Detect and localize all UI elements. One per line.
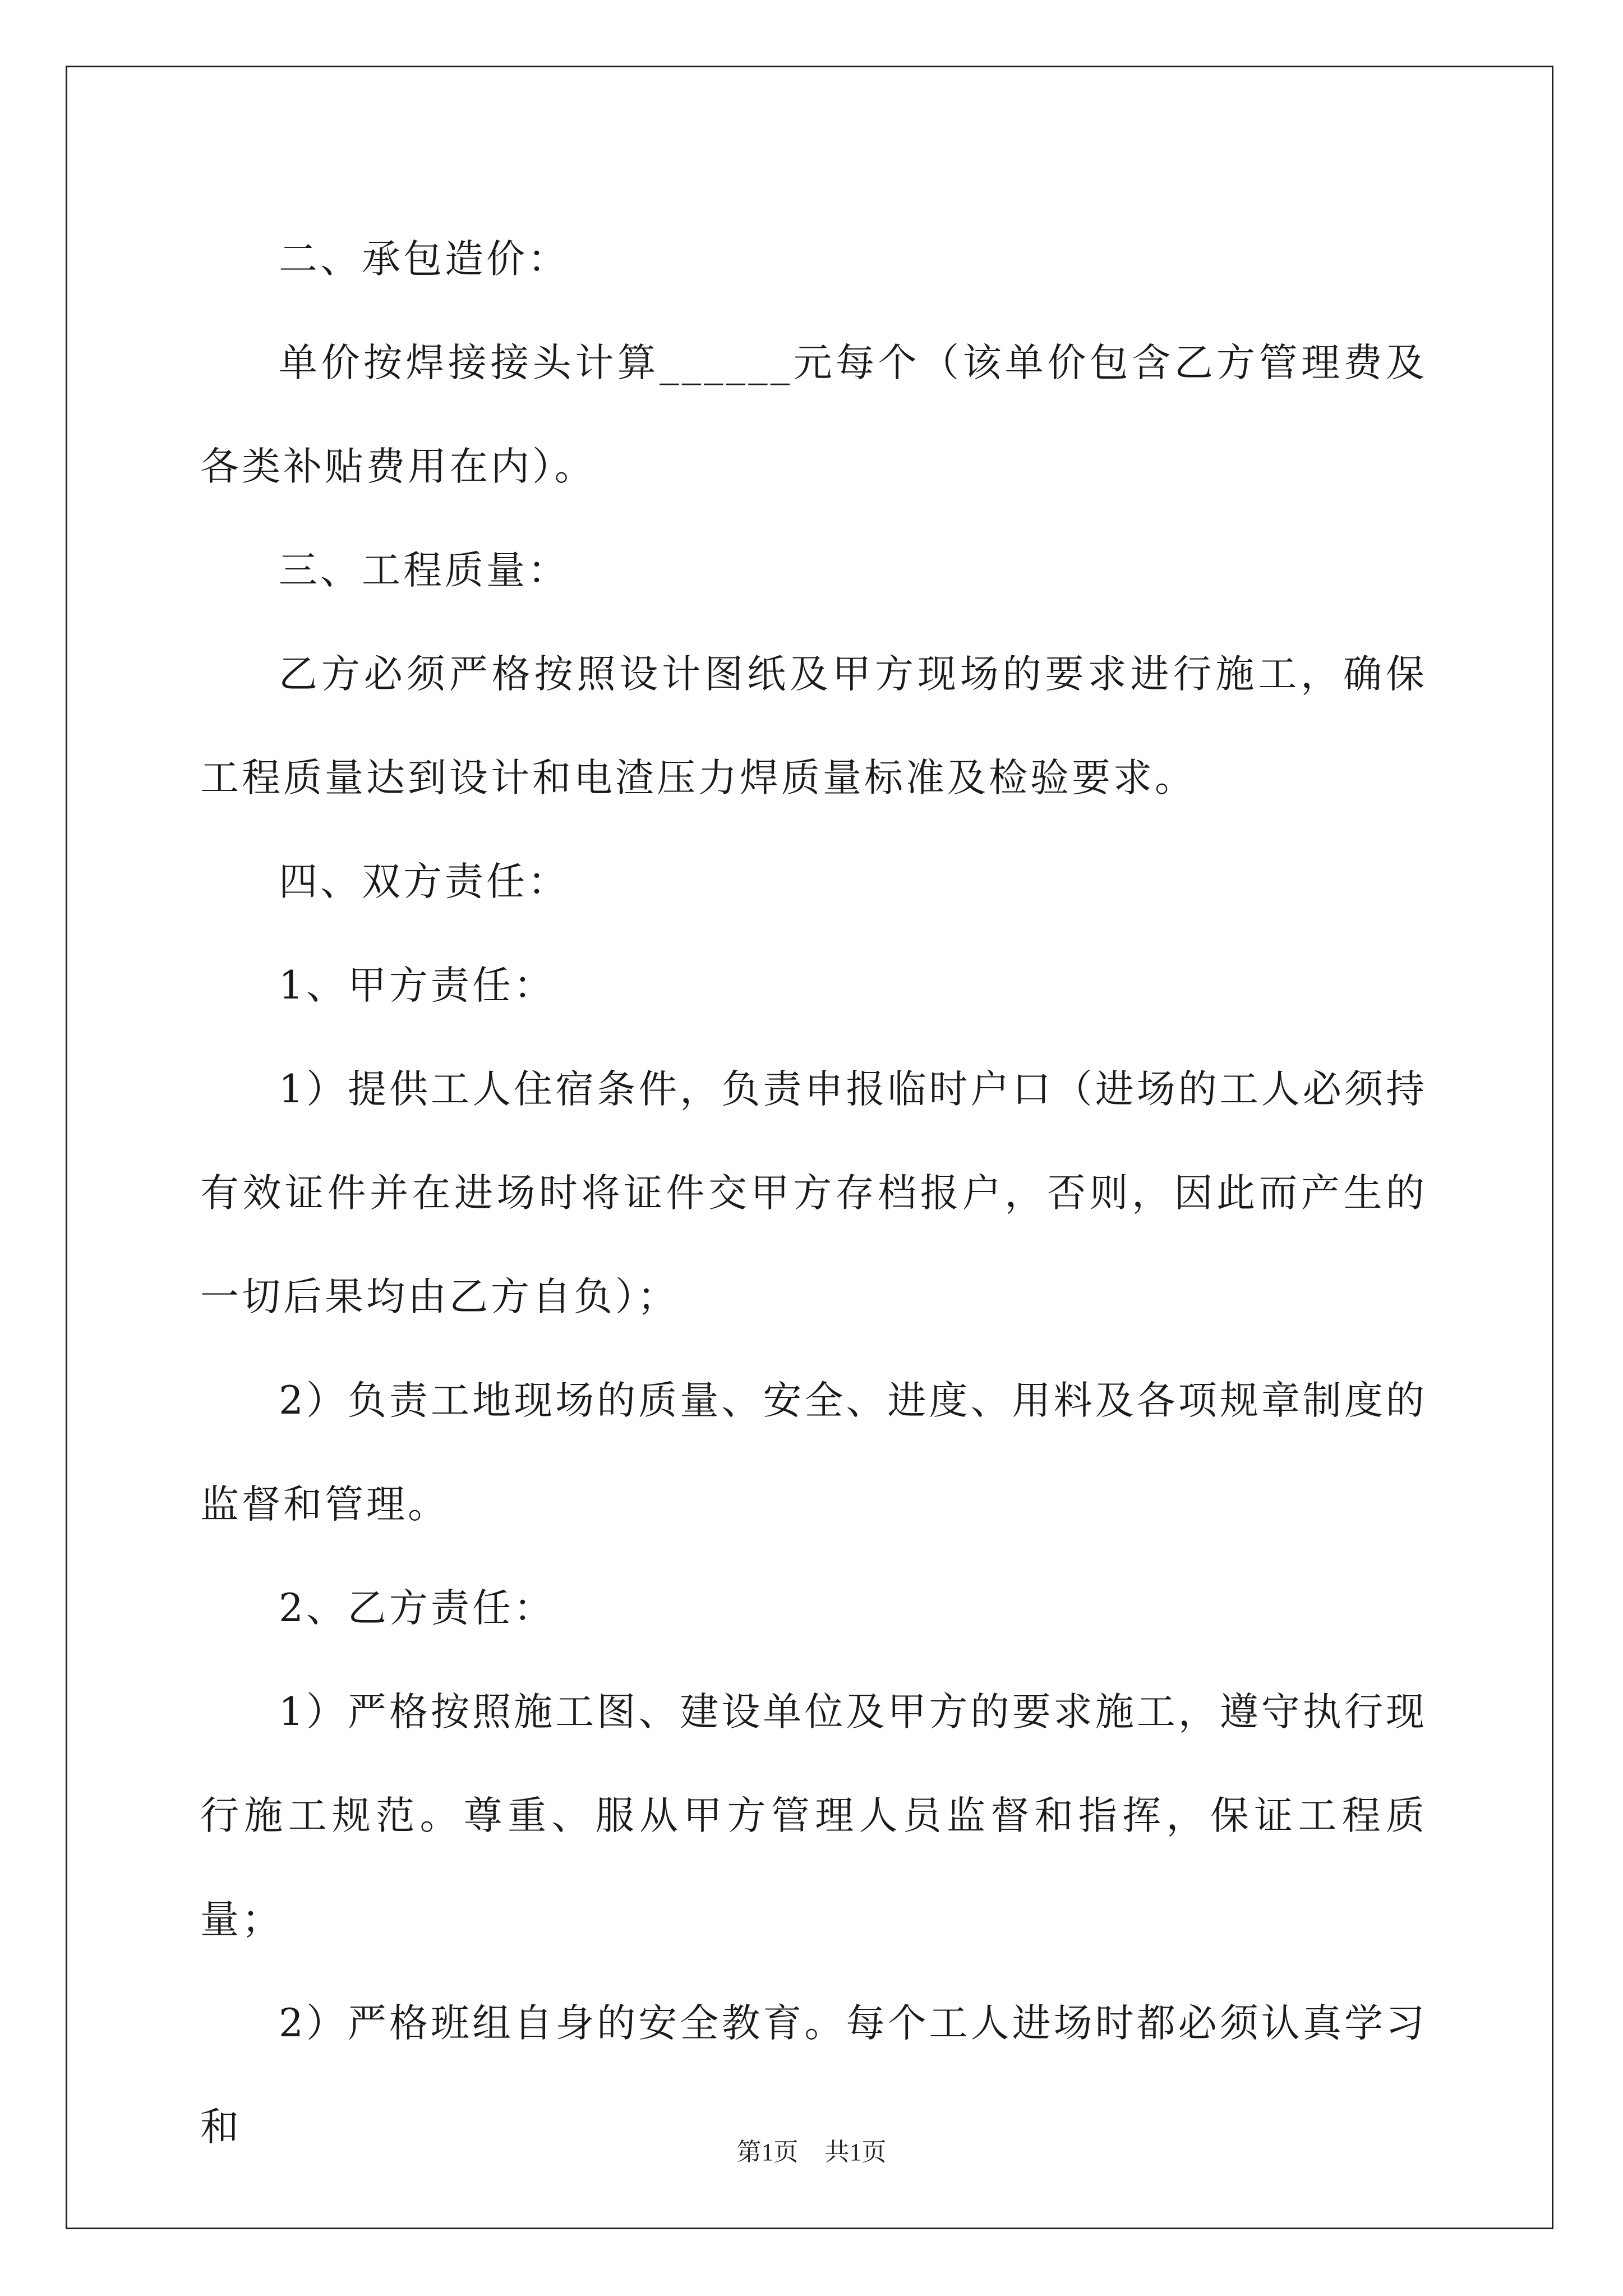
paragraph-unit-price: 单价按焊接接头计算______元每个（该单价包含乙方管理费及各类补贴费用在内）。 (200, 341, 1427, 489)
paragraph-quality: 乙方必须严格按照设计图纸及甲方现场的要求进行施工，确保工程质量达到设计和电渣压力焊质量标准及检验要求。 (200, 652, 1427, 800)
page-total: 共1页 (824, 2138, 887, 2166)
list-item-party-a-1: 1）提供工人住宿条件，负责申报临时户口（进场的工人必须持有效证件并在进场时将证件交甲方存档报户，否则，因此而产生的一切后果均由乙方自负）； (200, 1067, 1427, 1319)
section-heading-price: 二、承包造价： (279, 237, 569, 282)
list-item-party-a-2: 2）负责工地现场的质量、安全、进度、用料及各项规章制度的监督和管理。 (200, 1378, 1427, 1527)
section-heading-responsibilities: 四、双方责任： (279, 859, 569, 904)
page-footer (0, 2132, 1623, 2168)
page-number: 第1页 (736, 2138, 799, 2166)
document-body (200, 208, 1427, 2179)
subheading-party-b: 2、乙方责任： (279, 1586, 555, 1631)
list-item-party-b-1: 1）严格按照施工图、建设单位及甲方的要求施工，遵守执行现行施工规范。尊重、服从甲方管理人员监督和指挥，保证工程质量； (200, 1690, 1427, 1942)
section-heading-quality: 三、工程质量： (279, 548, 569, 593)
subheading-party-a: 1、甲方责任： (279, 963, 555, 1008)
list-item-party-b-2: 2）严格班组自身的安全教育。每个工人进场时都必须认真学习和 (200, 2001, 1427, 2150)
